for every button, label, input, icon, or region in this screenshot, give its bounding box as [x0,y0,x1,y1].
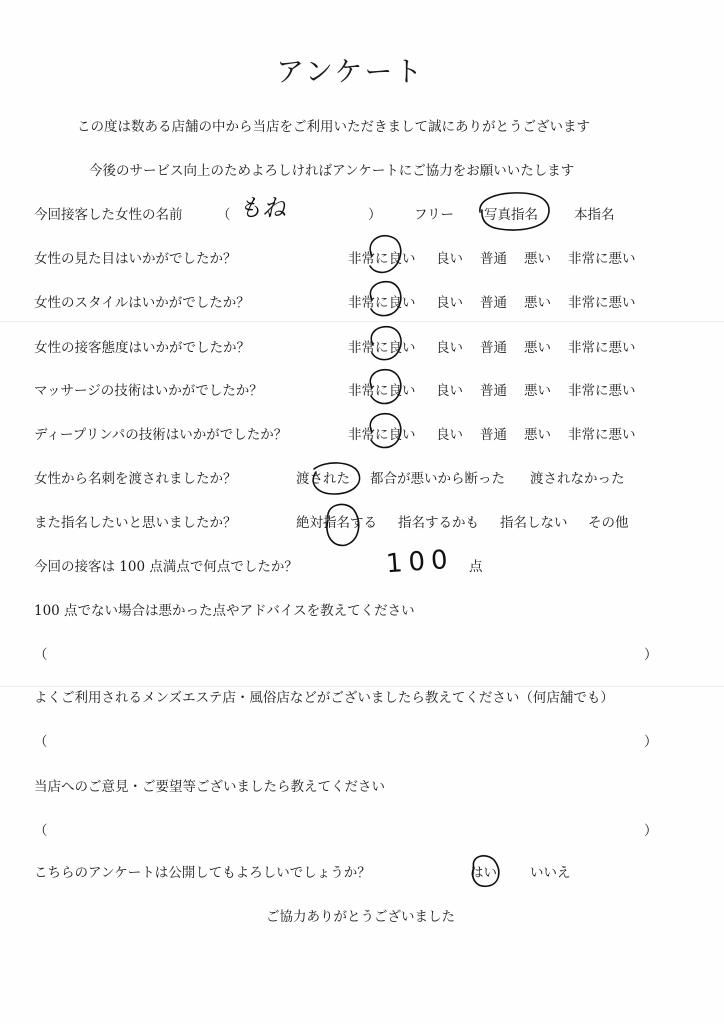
question-score: 今回の接客は 100 点満点で何点でしたか？ [34,559,298,575]
question-renominate: また指名したいと思いましたか？ [34,515,237,531]
question-deep-lymph: ディープリンパの技術はいかがでしたか？ [34,427,288,443]
handwritten-name: もね [238,194,286,222]
option-good: 良い [436,295,463,311]
option-very-bad: 非常に悪い [568,295,636,311]
intro-line: この度は数ある店舗の中から当店をご利用いただきまして誠にありがとうございます [77,119,590,135]
question-massage: マッサージの技術はいかがでしたか？ [34,383,263,399]
option-photo-nomination: 写真指名 [484,207,538,223]
option-very-bad: 非常に悪い [568,340,636,356]
open-paren: （ [217,207,231,223]
close-paren: ） [368,207,382,223]
option-average: 普通 [480,295,507,311]
question-other-shops: よくご利用されるメンズエステ店・風俗店などがございましたら教えてください（何店舗でも） [34,690,614,706]
option-not-received: 渡されなかった [530,471,625,487]
option-received: 渡された [296,471,350,487]
option-bad: 悪い [524,383,551,399]
option-other: その他 [588,515,629,531]
option-very-bad: 非常に悪い [568,427,636,443]
option-bad: 悪い [524,295,551,311]
open-paren: （ [34,734,48,750]
option-very-bad: 非常に悪い [568,251,636,267]
option-good: 良い [436,251,463,267]
option-good: 良い [436,427,463,443]
closing-message: ご協力ありがとうございました [266,909,455,925]
question-style: 女性のスタイルはいかがでしたか？ [34,295,250,311]
option-good: 良い [436,383,463,399]
question-appearance: 女性の見た目はいかがでしたか？ [34,251,237,267]
close-paren: ） [644,823,658,839]
option-very-good: 非常に良い [348,295,416,311]
option-very-good: 非常に良い [348,340,416,356]
question-opinion: 当店へのご意見・ご要望等ございましたら教えてください [34,779,385,795]
close-paren: ） [644,647,658,663]
option-declined: 都合が悪いから断った [370,471,505,487]
question-publish: こちらのアンケートは公開してもよろしいでしょうか？ [34,865,371,881]
paper-crease [0,321,724,322]
score-unit: 点 [469,559,483,575]
page-title: アンケート [276,55,425,88]
option-yes: はい [470,865,497,881]
option-very-good: 非常に良い [348,427,416,443]
option-no: 指名しない [500,515,568,531]
option-very-bad: 非常に悪い [568,383,636,399]
question-business-card: 女性から名刺を渡されましたか？ [34,471,237,487]
option-bad: 悪い [524,340,551,356]
option-regular-nomination: 本指名 [574,207,615,223]
option-very-good: 非常に良い [348,251,416,267]
option-good: 良い [436,340,463,356]
option-very-good: 非常に良い [348,383,416,399]
name-question: 今回接客した女性の名前 [34,207,183,223]
question-attitude: 女性の接客態度はいかがでしたか？ [34,340,250,356]
intro-line: 今後のサービス向上のためよろしければアンケートにご協力をお願いいたします [89,163,575,179]
open-paren: （ [34,823,48,839]
option-average: 普通 [480,427,507,443]
close-paren: ） [644,734,658,750]
option-bad: 悪い [524,427,551,443]
question-advice: 100 点でない場合は悪かった点やアドバイスを教えてください [34,603,415,619]
option-average: 普通 [480,251,507,267]
option-maybe: 指名するかも [398,515,479,531]
option-definitely: 絶対指名する [296,515,377,531]
option-no: いいえ [530,865,571,881]
option-free: フリー [414,207,454,223]
option-average: 普通 [480,383,507,399]
option-average: 普通 [480,340,507,356]
open-paren: （ [34,647,48,663]
paper-crease [0,686,724,687]
option-bad: 悪い [524,251,551,267]
handwritten-score: 100 [385,544,455,580]
